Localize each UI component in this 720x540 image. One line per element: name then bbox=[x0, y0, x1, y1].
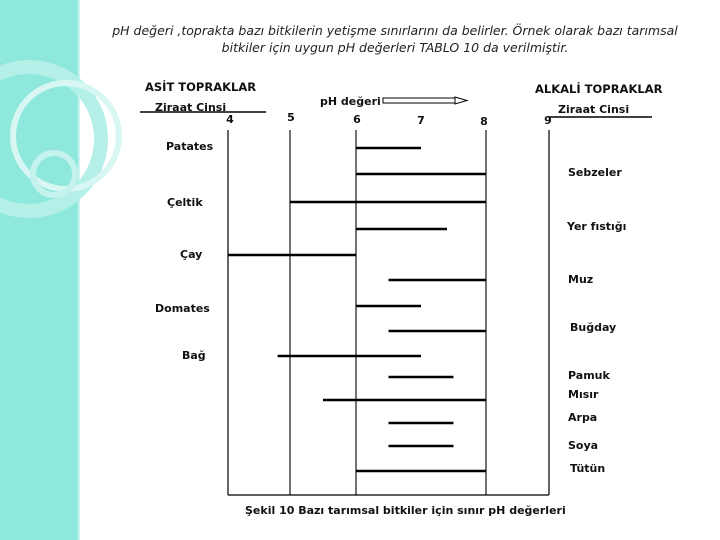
left-header: ASİT TOPRAKLAR bbox=[145, 80, 257, 94]
slide-caption: pH değeri ,toprakta bazı bitkilerin yetişme sınırlarını da belirler. Örnek olarak bazı tarımsal bitkiler için uygun pH değerleri TABLO 10 da verilmiştir. bbox=[112, 23, 678, 55]
tick-label: 5 bbox=[287, 111, 295, 124]
left-column-label: Ziraat Cinsi bbox=[155, 101, 227, 114]
crop-label: Buğday bbox=[570, 321, 617, 334]
axis-arrow-shaft bbox=[383, 98, 455, 103]
crop-label: Soya bbox=[568, 439, 599, 452]
axis-label: pH değeri bbox=[320, 95, 381, 108]
right-column-label: Ziraat Cinsi bbox=[558, 103, 630, 116]
crop-label: Çeltik bbox=[167, 196, 203, 209]
tick-label: 7 bbox=[417, 114, 425, 127]
crop-label: Arpa bbox=[568, 411, 598, 424]
crop-label: Bağ bbox=[182, 349, 206, 362]
right-header: ALKALİ TOPRAKLAR bbox=[535, 82, 663, 96]
axis-arrow-head bbox=[455, 97, 467, 104]
tick-label: 9 bbox=[544, 114, 552, 127]
crop-label: Muz bbox=[568, 273, 594, 286]
tick-label: 4 bbox=[226, 113, 234, 126]
crop-label: Çay bbox=[180, 248, 203, 261]
crop-label: Patates bbox=[166, 140, 214, 153]
tick-label: 8 bbox=[480, 115, 488, 128]
figure-caption: Şekil 10 Bazı tarımsal bitkiler için sınır pH değerleri bbox=[245, 504, 566, 517]
crop-label: Yer fıstığı bbox=[567, 220, 627, 233]
crop-label: Mısır bbox=[568, 388, 599, 401]
crop-label: Tütün bbox=[570, 462, 606, 475]
crop-label: Domates bbox=[155, 302, 210, 315]
crop-label: Sebzeler bbox=[568, 166, 622, 179]
crop-label: Pamuk bbox=[568, 369, 610, 382]
tick-label: 6 bbox=[353, 113, 361, 126]
